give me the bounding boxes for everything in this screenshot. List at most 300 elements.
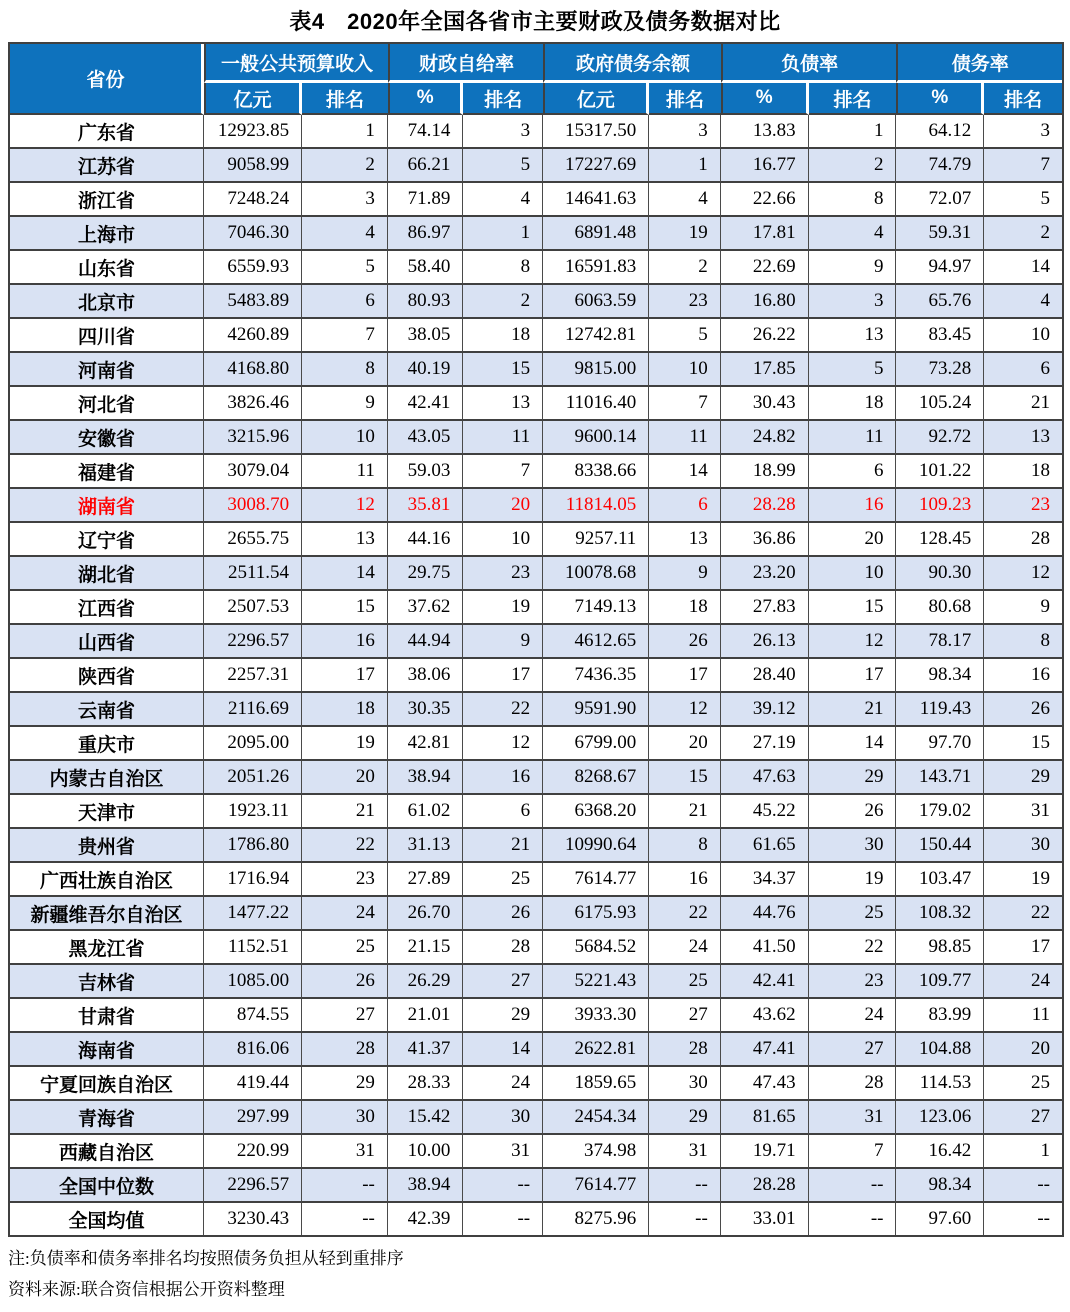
value-cell: 8275.96 <box>543 1203 649 1235</box>
value-cell: 29 <box>302 1067 388 1101</box>
value-cell: 26 <box>649 625 721 659</box>
value-cell: 36.86 <box>721 523 809 557</box>
value-cell: 6 <box>984 353 1062 387</box>
value-cell: 2116.69 <box>204 693 302 727</box>
value-cell: 297.99 <box>204 1101 302 1135</box>
value-cell: -- <box>649 1169 721 1203</box>
value-cell: 30.35 <box>388 693 464 727</box>
value-cell: 28 <box>809 1067 897 1101</box>
value-cell: 29 <box>649 1101 721 1135</box>
value-cell: 10 <box>463 523 543 557</box>
value-cell: 10 <box>809 557 897 591</box>
value-cell: 2296.57 <box>204 1169 302 1203</box>
value-cell: 26.29 <box>388 965 464 999</box>
value-cell: 13 <box>463 387 543 421</box>
value-cell: 2095.00 <box>204 727 302 761</box>
column-group-budget-revenue: 一般公共预算收入 <box>204 44 388 83</box>
province-cell: 新疆维吾尔自治区 <box>10 897 204 931</box>
value-cell: 23 <box>984 489 1062 523</box>
value-cell: 10 <box>984 319 1062 353</box>
province-cell: 宁夏回族自治区 <box>10 1067 204 1101</box>
value-cell: 5 <box>302 251 388 285</box>
table-row <box>10 455 1062 489</box>
value-cell: 22 <box>649 897 721 931</box>
value-cell: 874.55 <box>204 999 302 1033</box>
value-cell: 28.33 <box>388 1067 464 1101</box>
value-cell: 61.65 <box>721 829 809 863</box>
value-cell: 109.23 <box>896 489 984 523</box>
value-cell: 3 <box>463 115 543 149</box>
value-cell: 9591.90 <box>543 693 649 727</box>
table-row <box>10 353 1062 387</box>
value-cell: 25 <box>984 1067 1062 1101</box>
value-cell: 9058.99 <box>204 149 302 183</box>
value-cell: 73.28 <box>896 353 984 387</box>
value-cell: 16 <box>463 761 543 795</box>
value-cell: 16 <box>984 659 1062 693</box>
value-cell: -- <box>649 1203 721 1235</box>
value-cell: 7 <box>809 1135 897 1169</box>
value-cell: -- <box>463 1203 543 1235</box>
value-cell: 3230.43 <box>204 1203 302 1235</box>
table-row <box>10 1135 1062 1169</box>
table-row <box>10 421 1062 455</box>
value-cell: 20 <box>463 489 543 523</box>
value-cell: 9257.11 <box>543 523 649 557</box>
value-cell: 42.81 <box>388 727 464 761</box>
province-cell: 黑龙江省 <box>10 931 204 965</box>
value-cell: 13 <box>302 523 388 557</box>
value-cell: 13 <box>809 319 897 353</box>
value-cell: 8 <box>463 251 543 285</box>
value-cell: 18 <box>649 591 721 625</box>
value-cell: 37.62 <box>388 591 464 625</box>
value-cell: 24 <box>809 999 897 1033</box>
value-cell: 43.62 <box>721 999 809 1033</box>
value-cell: 6063.59 <box>543 285 649 319</box>
value-cell: 2 <box>302 149 388 183</box>
value-cell: 13 <box>984 421 1062 455</box>
value-cell: 2051.26 <box>204 761 302 795</box>
value-cell: 90.30 <box>896 557 984 591</box>
province-cell: 北京市 <box>10 285 204 319</box>
table-row <box>10 693 1062 727</box>
value-cell: 18 <box>809 387 897 421</box>
value-cell: 6 <box>809 455 897 489</box>
value-cell: 14 <box>302 557 388 591</box>
table-row <box>10 931 1062 965</box>
value-cell: 31 <box>984 795 1062 829</box>
value-cell: 74.14 <box>388 115 464 149</box>
value-cell: 15 <box>809 591 897 625</box>
subheader-percent: % <box>721 83 809 115</box>
value-cell: 1923.11 <box>204 795 302 829</box>
table-row <box>10 115 1062 149</box>
value-cell: 1859.65 <box>543 1067 649 1101</box>
value-cell: 2 <box>463 285 543 319</box>
value-cell: 17.85 <box>721 353 809 387</box>
value-cell: 119.43 <box>896 693 984 727</box>
value-cell: 20 <box>984 1033 1062 1067</box>
value-cell: 30 <box>649 1067 721 1101</box>
value-cell: 38.94 <box>388 761 464 795</box>
value-cell: 2622.81 <box>543 1033 649 1067</box>
value-cell: 59.03 <box>388 455 464 489</box>
value-cell: 103.47 <box>896 863 984 897</box>
value-cell: 38.06 <box>388 659 464 693</box>
value-cell: 7 <box>302 319 388 353</box>
table-row <box>10 285 1062 319</box>
value-cell: 1152.51 <box>204 931 302 965</box>
value-cell: 21 <box>809 693 897 727</box>
value-cell: 2655.75 <box>204 523 302 557</box>
value-cell: 6175.93 <box>543 897 649 931</box>
value-cell: 47.63 <box>721 761 809 795</box>
value-cell: 83.99 <box>896 999 984 1033</box>
value-cell: 21 <box>984 387 1062 421</box>
table-header <box>10 44 1062 115</box>
value-cell: 11 <box>649 421 721 455</box>
value-cell: 17 <box>649 659 721 693</box>
value-cell: 109.77 <box>896 965 984 999</box>
value-cell: 3826.46 <box>204 387 302 421</box>
value-cell: 16591.83 <box>543 251 649 285</box>
value-cell: 86.97 <box>388 217 464 251</box>
province-cell: 全国均值 <box>10 1203 204 1235</box>
value-cell: 105.24 <box>896 387 984 421</box>
value-cell: 12742.81 <box>543 319 649 353</box>
value-cell: 7149.13 <box>543 591 649 625</box>
value-cell: 2 <box>984 217 1062 251</box>
value-cell: 21 <box>649 795 721 829</box>
value-cell: 9 <box>463 625 543 659</box>
province-cell: 山西省 <box>10 625 204 659</box>
value-cell: 3 <box>984 115 1062 149</box>
subheader-unit: 亿元 <box>543 83 649 115</box>
value-cell: 25 <box>809 897 897 931</box>
table-row <box>10 1033 1062 1067</box>
value-cell: 74.79 <box>896 149 984 183</box>
value-cell: 5221.43 <box>543 965 649 999</box>
province-cell: 青海省 <box>10 1101 204 1135</box>
province-cell: 甘肃省 <box>10 999 204 1033</box>
value-cell: -- <box>463 1169 543 1203</box>
value-cell: 26.70 <box>388 897 464 931</box>
value-cell: 28.28 <box>721 489 809 523</box>
value-cell: 24 <box>984 965 1062 999</box>
province-cell: 浙江省 <box>10 183 204 217</box>
province-cell: 湖南省 <box>10 489 204 523</box>
value-cell: 18 <box>984 455 1062 489</box>
value-cell: 35.81 <box>388 489 464 523</box>
value-cell: 17227.69 <box>543 149 649 183</box>
subheader-percent: % <box>896 83 984 115</box>
value-cell: 26 <box>984 693 1062 727</box>
value-cell: 15 <box>463 353 543 387</box>
province-cell: 广西壮族自治区 <box>10 863 204 897</box>
value-cell: 11 <box>809 421 897 455</box>
value-cell: 12 <box>649 693 721 727</box>
value-cell: 19 <box>463 591 543 625</box>
value-cell: 8 <box>809 183 897 217</box>
province-cell: 内蒙古自治区 <box>10 761 204 795</box>
value-cell: 71.89 <box>388 183 464 217</box>
value-cell: 4168.80 <box>204 353 302 387</box>
value-cell: 66.21 <box>388 149 464 183</box>
value-cell: 1 <box>809 115 897 149</box>
value-cell: 78.17 <box>896 625 984 659</box>
value-cell: 21 <box>463 829 543 863</box>
value-cell: 19 <box>649 217 721 251</box>
value-cell: 98.85 <box>896 931 984 965</box>
value-cell: 29.75 <box>388 557 464 591</box>
value-cell: 2454.34 <box>543 1101 649 1135</box>
value-cell: 30 <box>463 1101 543 1135</box>
value-cell: 27.19 <box>721 727 809 761</box>
value-cell: 14 <box>649 455 721 489</box>
province-cell: 江西省 <box>10 591 204 625</box>
value-cell: 11 <box>463 421 543 455</box>
value-cell: 23.20 <box>721 557 809 591</box>
value-cell: 14 <box>809 727 897 761</box>
value-cell: 15 <box>302 591 388 625</box>
value-cell: 30 <box>809 829 897 863</box>
value-cell: 3215.96 <box>204 421 302 455</box>
column-group-fiscal-self-sufficiency: 财政自给率 <box>388 44 543 83</box>
value-cell: 6559.93 <box>204 251 302 285</box>
value-cell: 22 <box>463 693 543 727</box>
value-cell: 19 <box>302 727 388 761</box>
value-cell: 9 <box>984 591 1062 625</box>
subheader-rank: 排名 <box>649 83 721 115</box>
value-cell: 4 <box>984 285 1062 319</box>
value-cell: 104.88 <box>896 1033 984 1067</box>
value-cell: 83.45 <box>896 319 984 353</box>
value-cell: 21.15 <box>388 931 464 965</box>
table-row <box>10 727 1062 761</box>
value-cell: 1085.00 <box>204 965 302 999</box>
table-row <box>10 999 1062 1033</box>
value-cell: 9 <box>649 557 721 591</box>
value-cell: 2511.54 <box>204 557 302 591</box>
subheader-unit: 亿元 <box>204 83 302 115</box>
value-cell: 123.06 <box>896 1101 984 1135</box>
value-cell: 47.43 <box>721 1067 809 1101</box>
value-cell: 58.40 <box>388 251 464 285</box>
value-cell: 419.44 <box>204 1067 302 1101</box>
value-cell: 23 <box>463 557 543 591</box>
value-cell: 220.99 <box>204 1135 302 1169</box>
value-cell: 31 <box>649 1135 721 1169</box>
value-cell: 30 <box>302 1101 388 1135</box>
value-cell: 29 <box>984 761 1062 795</box>
table-row <box>10 523 1062 557</box>
value-cell: 17.81 <box>721 217 809 251</box>
value-cell: 4 <box>649 183 721 217</box>
value-cell: 179.02 <box>896 795 984 829</box>
value-cell: 1 <box>302 115 388 149</box>
value-cell: 38.05 <box>388 319 464 353</box>
value-cell: 15.42 <box>388 1101 464 1135</box>
value-cell: 10078.68 <box>543 557 649 591</box>
table-row <box>10 761 1062 795</box>
table-row <box>10 591 1062 625</box>
value-cell: 14641.63 <box>543 183 649 217</box>
value-cell: 26 <box>809 795 897 829</box>
value-cell: 27 <box>649 999 721 1033</box>
table-row <box>10 965 1062 999</box>
value-cell: 21.01 <box>388 999 464 1033</box>
value-cell: 94.97 <box>896 251 984 285</box>
value-cell: 14 <box>463 1033 543 1067</box>
value-cell: 26 <box>463 897 543 931</box>
value-cell: 7436.35 <box>543 659 649 693</box>
value-cell: 42.41 <box>388 387 464 421</box>
value-cell: 6 <box>302 285 388 319</box>
value-cell: 108.32 <box>896 897 984 931</box>
province-cell: 山东省 <box>10 251 204 285</box>
table-row <box>10 251 1062 285</box>
value-cell: 72.07 <box>896 183 984 217</box>
value-cell: -- <box>302 1169 388 1203</box>
value-cell: 6891.48 <box>543 217 649 251</box>
table-row <box>10 829 1062 863</box>
page-title: 表4 2020年全国各省市主要财政及债务数据对比 <box>289 9 781 34</box>
value-cell: 4 <box>463 183 543 217</box>
value-cell: 4 <box>809 217 897 251</box>
column-header-province: 省份 <box>10 44 204 115</box>
value-cell: 20 <box>649 727 721 761</box>
value-cell: 45.22 <box>721 795 809 829</box>
value-cell: 3 <box>302 183 388 217</box>
value-cell: 7614.77 <box>543 863 649 897</box>
value-cell: 2296.57 <box>204 625 302 659</box>
value-cell: 16.80 <box>721 285 809 319</box>
value-cell: 1477.22 <box>204 897 302 931</box>
table-row <box>10 557 1062 591</box>
column-group-government-debt-balance: 政府债务余额 <box>543 44 721 83</box>
value-cell: 101.22 <box>896 455 984 489</box>
value-cell: 4 <box>302 217 388 251</box>
value-cell: 15317.50 <box>543 115 649 149</box>
value-cell: 13.83 <box>721 115 809 149</box>
value-cell: 16.77 <box>721 149 809 183</box>
value-cell: 1 <box>984 1135 1062 1169</box>
value-cell: 12 <box>463 727 543 761</box>
value-cell: 28 <box>463 931 543 965</box>
value-cell: 1 <box>463 217 543 251</box>
value-cell: 3079.04 <box>204 455 302 489</box>
value-cell: 19.71 <box>721 1135 809 1169</box>
value-cell: -- <box>809 1203 897 1235</box>
value-cell: 30.43 <box>721 387 809 421</box>
value-cell: 7 <box>649 387 721 421</box>
value-cell: 38.94 <box>388 1169 464 1203</box>
value-cell: 22 <box>984 897 1062 931</box>
value-cell: 15 <box>649 761 721 795</box>
value-cell: -- <box>809 1169 897 1203</box>
province-cell: 湖北省 <box>10 557 204 591</box>
value-cell: 9 <box>302 387 388 421</box>
value-cell: 3008.70 <box>204 489 302 523</box>
value-cell: 10 <box>649 353 721 387</box>
value-cell: 5 <box>984 183 1062 217</box>
value-cell: 65.76 <box>896 285 984 319</box>
value-cell: 128.45 <box>896 523 984 557</box>
province-cell: 福建省 <box>10 455 204 489</box>
value-cell: 11 <box>984 999 1062 1033</box>
value-cell: 19 <box>984 863 1062 897</box>
value-cell: 34.37 <box>721 863 809 897</box>
value-cell: 9 <box>809 251 897 285</box>
value-cell: 39.12 <box>721 693 809 727</box>
value-cell: 31 <box>809 1101 897 1135</box>
value-cell: 16 <box>302 625 388 659</box>
value-cell: 27.83 <box>721 591 809 625</box>
value-cell: 29 <box>809 761 897 795</box>
value-cell: 80.93 <box>388 285 464 319</box>
province-cell: 重庆市 <box>10 727 204 761</box>
value-cell: 31 <box>302 1135 388 1169</box>
value-cell: 44.76 <box>721 897 809 931</box>
province-cell: 陕西省 <box>10 659 204 693</box>
value-cell: 1716.94 <box>204 863 302 897</box>
value-cell: 18.99 <box>721 455 809 489</box>
value-cell: 29 <box>463 999 543 1033</box>
value-cell: 374.98 <box>543 1135 649 1169</box>
value-cell: 1 <box>649 149 721 183</box>
value-cell: 16.42 <box>896 1135 984 1169</box>
value-cell: 41.50 <box>721 931 809 965</box>
value-cell: 9815.00 <box>543 353 649 387</box>
value-cell: 143.71 <box>896 761 984 795</box>
value-cell: 47.41 <box>721 1033 809 1067</box>
value-cell: 43.05 <box>388 421 464 455</box>
value-cell: 22 <box>302 829 388 863</box>
value-cell: 97.60 <box>896 1203 984 1235</box>
column-group-liability-ratio: 负债率 <box>721 44 897 83</box>
value-cell: 12 <box>302 489 388 523</box>
value-cell: 98.34 <box>896 659 984 693</box>
value-cell: 2507.53 <box>204 591 302 625</box>
footnotes <box>8 1243 1070 1305</box>
table-row <box>10 659 1062 693</box>
value-cell: 28 <box>649 1033 721 1067</box>
table-row <box>10 1067 1062 1101</box>
value-cell: 6799.00 <box>543 727 649 761</box>
value-cell: 26.13 <box>721 625 809 659</box>
value-cell: 7046.30 <box>204 217 302 251</box>
value-cell: 114.53 <box>896 1067 984 1101</box>
table-row <box>10 1169 1062 1203</box>
value-cell: 1786.80 <box>204 829 302 863</box>
province-cell: 西藏自治区 <box>10 1135 204 1169</box>
value-cell: -- <box>984 1169 1062 1203</box>
province-cell: 安徽省 <box>10 421 204 455</box>
value-cell: 14 <box>984 251 1062 285</box>
value-cell: 12 <box>809 625 897 659</box>
value-cell: 19 <box>809 863 897 897</box>
value-cell: 5 <box>463 149 543 183</box>
value-cell: 8 <box>984 625 1062 659</box>
value-cell: -- <box>984 1203 1062 1235</box>
value-cell: 64.12 <box>896 115 984 149</box>
value-cell: 8338.66 <box>543 455 649 489</box>
value-cell: 98.34 <box>896 1169 984 1203</box>
table-row <box>10 183 1062 217</box>
value-cell: 27 <box>809 1033 897 1067</box>
table-row <box>10 1101 1062 1135</box>
